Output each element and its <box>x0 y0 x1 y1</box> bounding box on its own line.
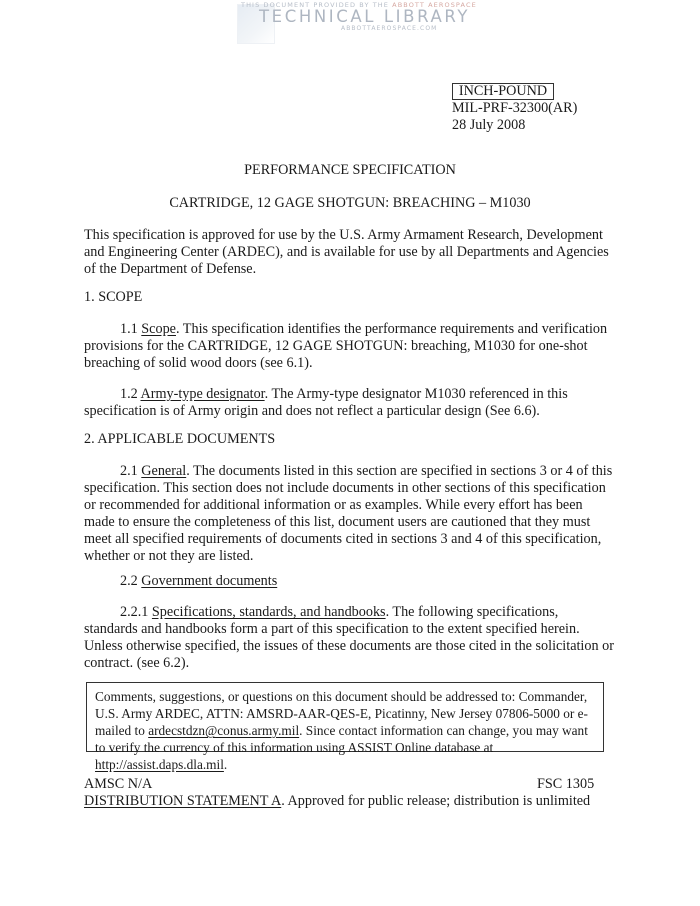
paragraph-1-2 <box>84 386 614 420</box>
watermark-url: ABBOTTAEROSPACE.COM <box>341 25 438 32</box>
paragraph-number: 1.2 <box>120 386 141 402</box>
paragraph-2-2-1 <box>84 604 614 672</box>
comments-text: . <box>223 757 228 772</box>
units-badge: INCH-POUND <box>452 83 554 100</box>
watermark-title: TECHNICAL LIBRARY <box>259 7 471 26</box>
section-2-heading: 2. APPLICABLE DOCUMENTS <box>84 431 276 447</box>
email-link[interactable]: ardecstdzn@conus.army.mil <box>148 723 300 738</box>
watermark-prefix: THIS DOCUMENT PROVIDED BY THE <box>241 1 393 9</box>
paragraph-title: Government documents <box>141 573 278 589</box>
paragraph-title: Scope <box>141 321 176 337</box>
paragraph-title: General <box>141 463 187 479</box>
distribution-statement <box>84 793 590 810</box>
doc-subject-title: CARTRIDGE, 12 GAGE SHOTGUN: BREACHING – M1030 <box>169 195 531 211</box>
paragraph-2-1 <box>84 463 614 566</box>
watermark-brand: ABBOTT AEROSPACE <box>392 1 477 9</box>
paragraph-1-1 <box>84 321 614 372</box>
comments-box <box>86 682 604 772</box>
watermark-banner <box>237 0 487 44</box>
section-1-heading: 1. SCOPE <box>84 289 143 305</box>
paragraph-text: . This specification identifies the performance requirements and verification provisions for the CARTRIDGE, 12 GAGE SHOTGUN: breaching, M1030 for one-shot breaching of solid wood doors (see 6.1). <box>84 321 608 372</box>
doc-number: MIL-PRF-32300(AR) <box>452 100 578 116</box>
paragraph-number: 2.1 <box>120 463 142 479</box>
paragraph-number: 2.2 <box>120 573 142 589</box>
paragraph-number: 2.2.1 <box>120 604 152 620</box>
doc-date: 28 July 2008 <box>452 117 526 133</box>
comments-text: Comments, suggestions, or questions on this document should be addressed to: Commander, U.S. Army ARDEC, ATTN: AMSRD-AAR-QES-E, Picatinny, New Jersey 07806-5000 or e-mailed to <box>95 689 588 738</box>
paragraph-2-2 <box>84 573 614 590</box>
fsc-label: FSC 1305 <box>537 776 595 792</box>
paragraph-text: . The documents listed in this section are specified in sections 3 or 4 of this specification. This section does not include documents in other sections of this specification or recommended for additional information or as examples. While every effort has been made to ensure the completeness of this list, document users are cautioned that they must meet all specified requirements of documents cited in sections 3 and 4 of this specification, whether or not they are listed. <box>84 463 613 565</box>
paragraph-number: 1.1 <box>120 321 142 337</box>
paragraph-text: . The following specifications, standards and handbooks form a part of this specification to the extent specified herein. Unless otherwise specified, the issues of these documents are those cited in the solicitation or contract. (see 6.2). <box>84 604 614 672</box>
amsc-label: AMSC N/A <box>84 776 153 792</box>
distribution-text: . Approved for public release; distribution is unlimited <box>281 793 591 809</box>
paragraph-title: Specifications, standards, and handbooks <box>151 604 386 620</box>
doc-type-title: PERFORMANCE SPECIFICATION <box>244 162 456 178</box>
paragraph-title: Army-type designator <box>140 386 265 402</box>
assist-url-link[interactable]: http://assist.daps.dla.mil <box>95 757 224 772</box>
comments-text: . Since contact information can change, you may want to verify the currency of this information using ASSIST Online database at <box>95 723 588 755</box>
paragraph-text: . The Army-type designator M1030 referenced in this specification is of Army origin and does not reflect a particular design (See 6.6). <box>84 386 568 420</box>
distribution-label: DISTRIBUTION STATEMENT A <box>84 793 282 809</box>
intro-paragraph: This specification is approved for use by the U.S. Army Armament Research, Development and Engineering Center (ARDEC), and is available for use by all Departments and Agencies of the Department of Defense. <box>84 227 609 278</box>
